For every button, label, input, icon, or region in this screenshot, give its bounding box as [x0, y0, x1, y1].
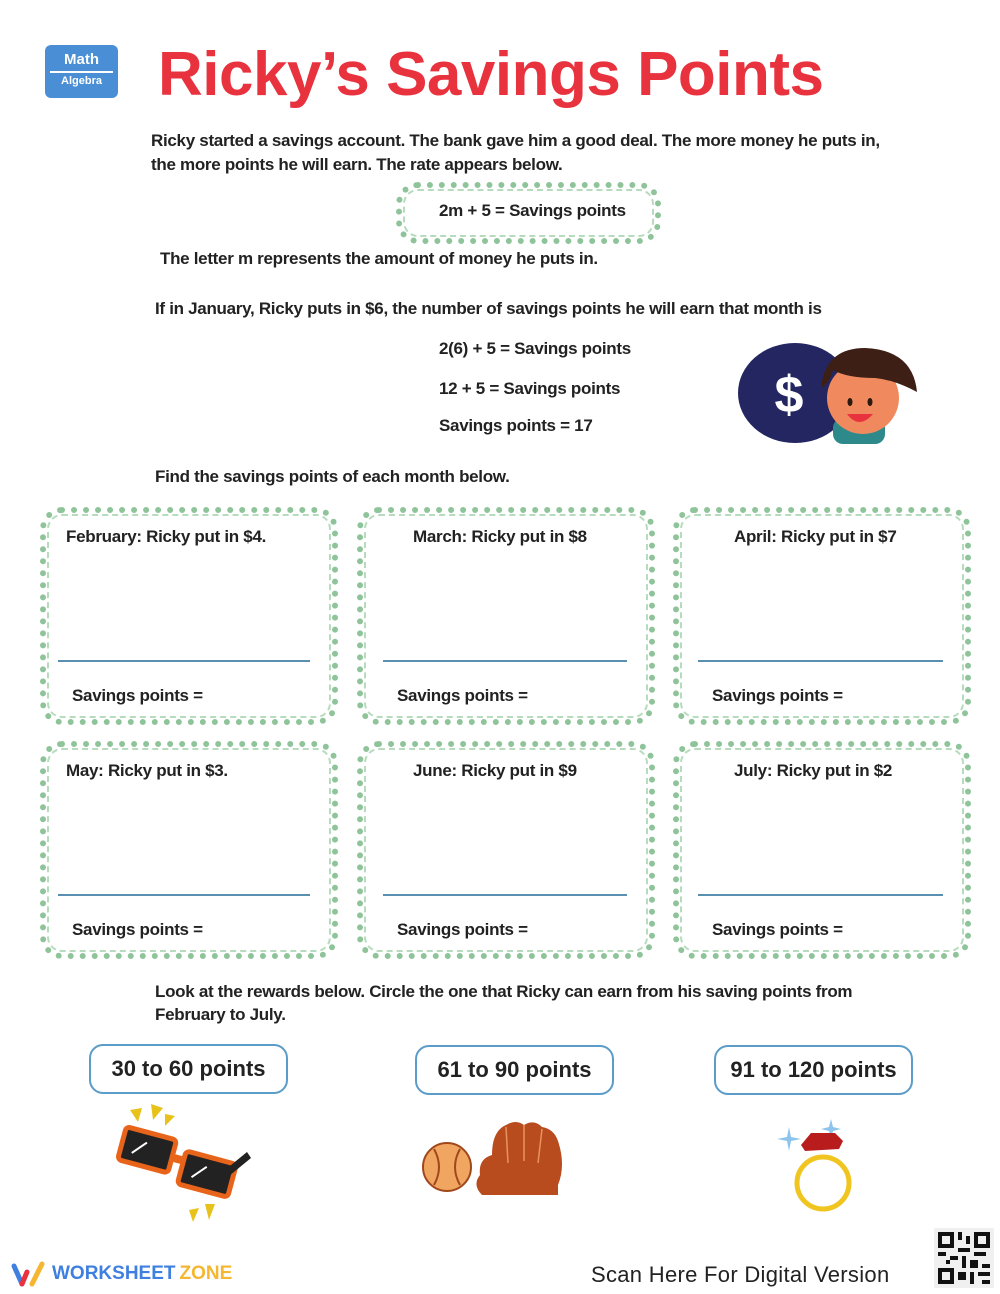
scan-text: Scan Here For Digital Version [591, 1262, 890, 1287]
baseball-glove-icon [420, 1115, 570, 1195]
subject-badge [45, 45, 118, 98]
month-box-may [40, 741, 338, 959]
example-step-3: Savings points = 17 [439, 416, 593, 435]
month-question: July: Ricky put in $2 [734, 761, 893, 780]
answer-line[interactable] [58, 894, 310, 896]
ring-icon [775, 1115, 865, 1215]
month-question: May: Ricky put in $3. [66, 761, 228, 780]
instruction-text: Find the savings points of each month below. [155, 467, 510, 486]
rewards-prompt-line-1: Look at the rewards below. Circle the one that Ricky can earn from his saving points from [155, 982, 853, 1001]
formula-text: 2m + 5 = Savings points [439, 201, 626, 220]
answer-label: Savings points = [712, 920, 843, 939]
svg-text:$: $ [774, 366, 804, 424]
month-question: June: Ricky put in $9 [413, 761, 577, 780]
qr-code-icon [938, 1232, 990, 1284]
month-box-march [357, 507, 655, 725]
answer-label: Savings points = [712, 686, 843, 705]
answer-line[interactable] [383, 894, 627, 896]
money-boy-illustration [735, 340, 925, 450]
brand-word-2: ZONE [179, 1263, 233, 1284]
month-question: March: Ricky put in $8 [413, 527, 587, 546]
intro-line-1: Ricky started a savings account. The bank gave him a good deal. The more money he puts in, [151, 131, 880, 150]
qr-code[interactable] [934, 1228, 994, 1288]
month-question: April: Ricky put in $7 [734, 527, 897, 546]
topic-label: Algebra [61, 75, 102, 87]
reward-option-30-60[interactable]: 30 to 60 points [89, 1044, 288, 1094]
example-step-2: 12 + 5 = Savings points [439, 379, 621, 398]
answer-label: Savings points = [397, 920, 528, 939]
variable-note: The letter m represents the amount of money he puts in. [160, 249, 598, 268]
badge-divider [50, 71, 113, 73]
rewards-prompt-line-2: February to July. [155, 1005, 286, 1024]
month-box-june [357, 741, 655, 959]
brand-word-1: WORKSHEET [52, 1263, 176, 1284]
answer-label: Savings points = [72, 686, 203, 705]
example-step-1: 2(6) + 5 = Savings points [439, 339, 631, 358]
month-box-april [673, 507, 971, 725]
answer-line[interactable] [383, 660, 627, 662]
worksheet-zone-logo[interactable] [10, 1260, 232, 1288]
example-prompt: If in January, Ricky puts in $6, the number of savings points he will earn that month is [155, 299, 822, 318]
logo-mark-icon [10, 1260, 46, 1288]
month-box-february [40, 507, 338, 725]
page-title: Ricky’s Savings Points [158, 40, 824, 109]
sunglasses-icon [105, 1100, 255, 1225]
answer-line[interactable] [58, 660, 310, 662]
answer-label: Savings points = [397, 686, 528, 705]
answer-label: Savings points = [72, 920, 203, 939]
month-box-july [673, 741, 971, 959]
subject-label: Math [64, 51, 99, 68]
reward-option-61-90[interactable]: 61 to 90 points [415, 1045, 614, 1095]
answer-line[interactable] [698, 660, 943, 662]
reward-option-91-120[interactable]: 91 to 120 points [714, 1045, 913, 1095]
intro-line-2: the more points he will earn. The rate appears below. [151, 155, 563, 174]
answer-line[interactable] [698, 894, 943, 896]
month-question: February: Ricky put in $4. [66, 527, 267, 546]
